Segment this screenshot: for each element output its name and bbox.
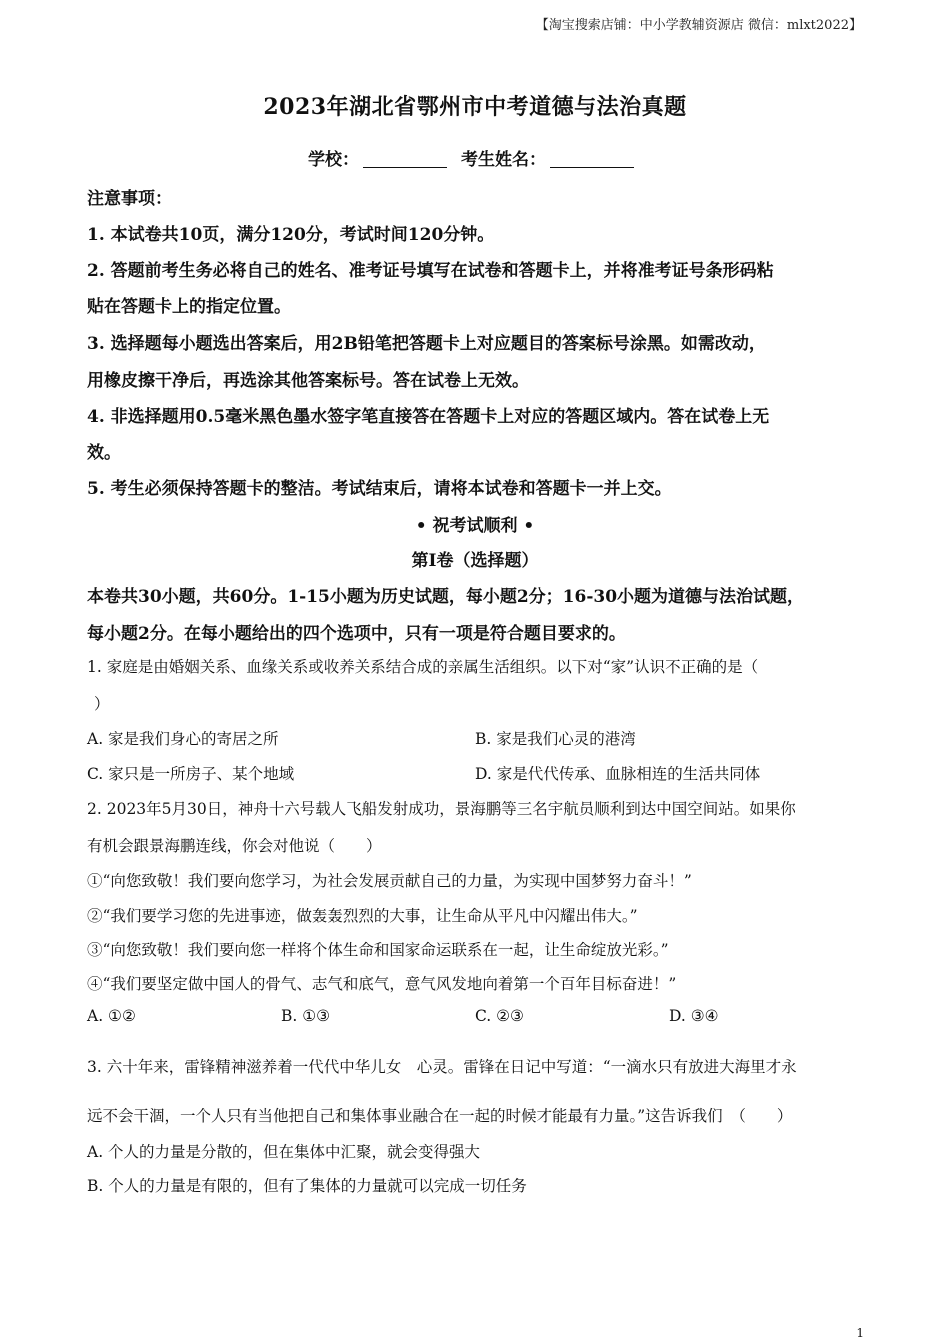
q3-stem: 3. 六十年来，雷锋精神滋养着一代代中华儿女 心灵。雷锋在日记中写道：“一滴水只有放进大海里才永: [87, 1058, 797, 1076]
q3-option-a: A. 个人的力量是分散的，但在集体中汇聚，就会变得强大: [87, 1143, 481, 1161]
notice-heading: 注意事项：: [87, 189, 172, 209]
q2-statement: ②“我们要学习您的先进事迹，做轰轰烈烈的大事，让生命从平凡中闪耀出伟大。”: [87, 907, 638, 925]
q2-statement: ③“向您致敬！我们要向您一样将个体生命和国家命运联系在一起，让生命绽放光彩。”: [87, 941, 669, 959]
q3-option-b: B. 个人的力量是有限的，但有了集体的力量就可以完成一切任务: [87, 1177, 527, 1195]
q1-option-c: C. 家只是一所房子、某个地域: [87, 765, 295, 783]
q2-option-d: D. ③④: [669, 1007, 719, 1025]
header-note: 【淘宝搜索店铺：中小学教辅资源店 微信：mlxt2022】: [535, 18, 862, 33]
q1-option-d: D. 家是代代传承、血脉相连的生活共同体: [475, 765, 761, 783]
page-title: 2023年湖北省鄂州市中考道德与法治真题: [263, 94, 687, 120]
notice-item: 效。: [87, 443, 121, 463]
notice-item: 2. 答题前考生务必将自己的姓名、准考证号填写在试卷和答题卡上，并将准考证号条形码粘: [87, 261, 774, 281]
q1-option-b: B. 家是我们心灵的港湾: [475, 730, 636, 748]
q1-stem: 1. 家庭是由婚姻关系、血缘关系或收养关系结合成的亲属生活组织。以下对“家”认识不正确的是（: [87, 658, 759, 676]
name-label: 考生姓名：: [460, 150, 546, 170]
q1-stem: ）: [94, 695, 110, 713]
name-blank: [550, 151, 634, 168]
q2-stem: 有机会跟景海鹏连线，你会对他说（ ）: [87, 837, 382, 855]
q2-option-a: A. ①②: [87, 1007, 136, 1025]
notice-item: 贴在答题卡上的指定位置。: [87, 297, 291, 317]
page-number: 1: [856, 1326, 864, 1340]
notice-item: 3. 选择题每小题选出答案后，用2B铅笔把答题卡上对应题目的答案标号涂黑。如需改动，: [87, 334, 766, 354]
notice-item: 用橡皮擦干净后，再选涂其他答案标号。答在试卷上无效。: [87, 371, 529, 391]
notice-item: 4. 非选择题用0.5毫米黑色墨水签字笔直接答在答题卡上对应的答题区域内。答在试卷上无: [87, 407, 770, 427]
section-title: 第Ⅰ卷（选择题）: [411, 551, 539, 571]
notice-item: 5. 考生必须保持答题卡的整洁。考试结束后，请将本试卷和答题卡一并上交。: [87, 479, 672, 499]
notice-item: 1. 本试卷共10页，满分120分，考试时间120分钟。: [87, 225, 495, 245]
q2-statement: ④“我们要坚定做中国人的骨气、志气和底气，意气风发地向着第一个百年目标奋进！”: [87, 975, 677, 993]
section-intro: 每小题2分。在每小题给出的四个选项中，只有一项是符合题目要求的。: [87, 624, 626, 644]
wish-text: • 祝考试顺利 •: [415, 516, 535, 536]
student-info-line: [0, 145, 950, 170]
q2-option-c: C. ②③: [475, 1007, 524, 1025]
school-label: 学校：: [308, 150, 360, 170]
section-intro: 本卷共30小题，共60分。1-15小题为历史试题，每小题2分；16-30小题为道德与法治试题，: [87, 587, 805, 607]
q2-option-b: B. ①③: [281, 1007, 331, 1025]
q2-statement: ①“向您致敬！我们要向您学习，为社会发展贡献自己的力量，为实现中国梦努力奋斗！”: [87, 872, 692, 890]
q1-option-a: A. 家是我们身心的寄居之所: [87, 730, 279, 748]
school-blank: [363, 151, 447, 168]
q3-stem: 远不会干涸，一个人只有当他把自己和集体事业融合在一起的时候才能最有力量。”这告诉我们 （ ）: [87, 1107, 793, 1125]
q2-stem: 2. 2023年5月30日，神舟十六号载人飞船发射成功，景海鹏等三名宇航员顺利到达中国空间站。如果你: [87, 800, 796, 818]
